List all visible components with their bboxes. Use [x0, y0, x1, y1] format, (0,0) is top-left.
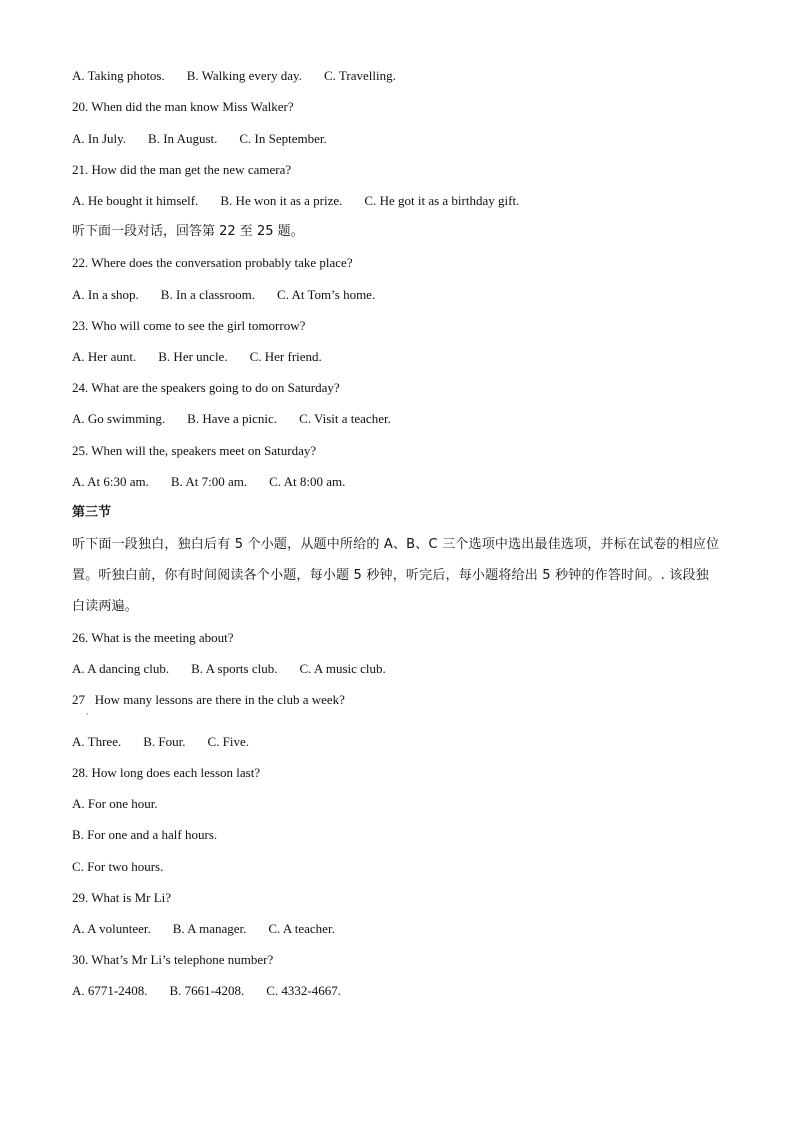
q24-option-c: C. Visit a teacher. [299, 411, 391, 426]
q30-options [72, 982, 341, 1000]
q22-options [72, 286, 375, 304]
q30-option-b: B. 7661-4208. [169, 983, 245, 998]
stray-dot-mark: · [86, 710, 89, 719]
q27-option-c: C. Five. [207, 734, 250, 749]
question-20: 20. When did the man know Miss Walker? [72, 99, 294, 114]
q29-option-c: C. A teacher. [268, 921, 335, 936]
q23-option-c: C. Her friend. [249, 349, 322, 364]
section-3-title: 第三节 [72, 505, 112, 520]
q29-options [72, 920, 335, 938]
q22-option-c: C. At Tom’s home. [277, 287, 376, 302]
q27-option-b: B. Four. [143, 734, 186, 749]
q23-option-a: A. Her aunt. [72, 349, 137, 364]
q28-option-c: C. For two hours. [72, 859, 164, 874]
q26-option-c: C. A music club. [299, 661, 386, 676]
q27-options [72, 733, 249, 751]
q25-options [72, 473, 345, 491]
q19-option-b: B. Walking every day. [186, 68, 302, 83]
q25-option-b: B. At 7:00 am. [170, 474, 248, 489]
q30-option-a: A. 6771-2408. [72, 983, 148, 998]
q28-option-a: A. For one hour. [72, 796, 158, 811]
q24-option-b: B. Have a picnic. [187, 411, 278, 426]
q28-option-b: B. For one and a half hours. [72, 827, 218, 842]
q22-option-b: B. In a classroom. [160, 287, 256, 302]
question-26: 26. What is the meeting about? [72, 630, 234, 645]
question-21: 21. How did the man get the new camera? [72, 162, 292, 177]
q29-option-a: A. A volunteer. [72, 921, 151, 936]
question-28: 28. How long does each lesson last? [72, 765, 261, 780]
q27-option-a: A. Three. [72, 734, 122, 749]
question-23: 23. Who will come to see the girl tomorrow? [72, 318, 306, 333]
q21-options [72, 192, 519, 210]
q23-options [72, 348, 322, 366]
q29-option-b: B. A manager. [172, 921, 247, 936]
question-22: 22. Where does the conversation probably take place? [72, 255, 353, 270]
q24-option-a: A. Go swimming. [72, 411, 166, 426]
question-27: 27 How many lessons are there in the club a week? [72, 692, 345, 707]
q26-option-b: B. A sports club. [191, 661, 278, 676]
q21-option-a: A. He bought it himself. [72, 193, 199, 208]
q24-options [72, 410, 391, 428]
q19-options [72, 67, 396, 85]
q20-option-a: A. In July. [72, 131, 127, 146]
section-3-instructions: 听下面一段独白，独白后有 5 个小题，从题中所给的 A、B、C 三个选项中选出最佳选项，并标在试卷的相应位置。听独白前，你有时间阅读各个小题，每小题 5 秒钟，听完后，每小题将给出 5 秒钟的作答时间。. 该段独白读两遍。 [72, 537, 720, 614]
q22-option-a: A. In a shop. [72, 287, 139, 302]
q21-option-b: B. He won it as a prize. [220, 193, 343, 208]
question-24: 24. What are the speakers going to do on Saturday? [72, 380, 340, 395]
question-29: 29. What is Mr Li? [72, 890, 172, 905]
q26-options [72, 660, 386, 678]
q25-option-a: A. At 6:30 am. [72, 474, 149, 489]
instruction-22-25: 听下面一段对话，回答第 22 至 25 题。 [72, 224, 304, 239]
q25-option-c: C. At 8:00 am. [269, 474, 346, 489]
q20-option-b: B. In August. [148, 131, 218, 146]
q23-option-b: B. Her uncle. [158, 349, 228, 364]
q19-option-c: C. Travelling. [323, 68, 396, 83]
q20-options [72, 130, 327, 148]
q26-option-a: A. A dancing club. [72, 661, 170, 676]
q30-option-c: C. 4332-4667. [266, 983, 341, 998]
q20-option-c: C. In September. [239, 131, 327, 146]
q21-option-c: C. He got it as a birthday gift. [364, 193, 520, 208]
q19-option-a: A. Taking photos. [72, 68, 165, 83]
question-25: 25. When will the, speakers meet on Saturday? [72, 443, 317, 458]
question-30: 30. What’s Mr Li’s telephone number? [72, 952, 274, 967]
